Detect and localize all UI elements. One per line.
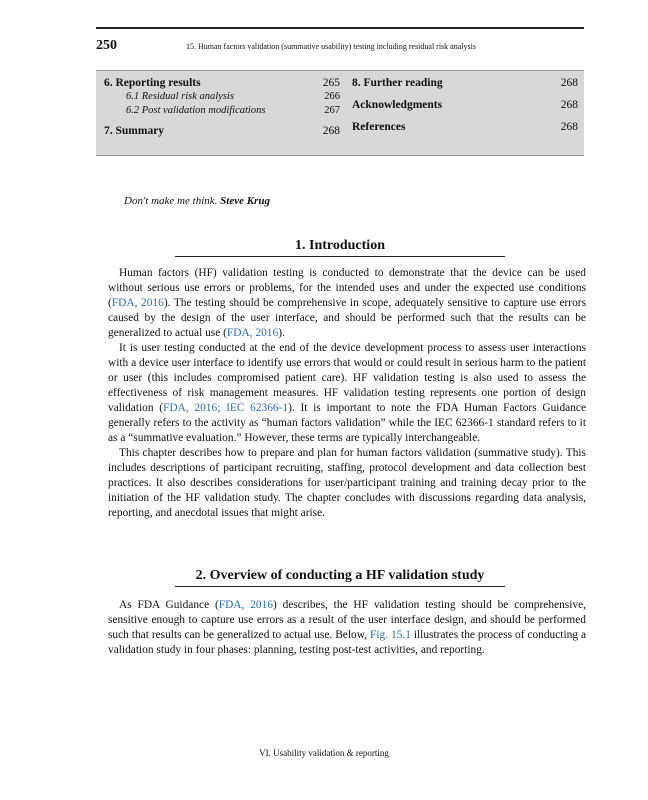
toc-item-page: 267 xyxy=(324,105,340,116)
section-heading-overview: 2. Overview of conducting a HF validation study xyxy=(175,568,505,587)
paragraph: Human factors (HF) validation testing is conducted to demonstrate that the device can be used without serious use errors or problems, for the intended uses and under the expected use conditions (FDA, 2016). The testing should be comprehensive in scope, adequately sensitive to capture use errors caused by the design of the user interface, and should be performed such that the results can be generalized to actual use (FDA, 2016). xyxy=(108,267,587,339)
header-rule xyxy=(96,27,584,29)
toc-item-label: References xyxy=(352,121,406,133)
toc-item-page: 268 xyxy=(560,121,578,133)
epigraph-quote: Don't make me think. xyxy=(124,195,218,207)
citation-link[interactable]: FDA, 2016 xyxy=(218,599,273,611)
toc-item-label: Acknowledgments xyxy=(352,99,443,111)
toc-item-page: 268 xyxy=(560,77,578,89)
toc-item-label: 6.1 Residual risk analysis xyxy=(126,91,234,102)
figure-link[interactable]: Fig. 15.1 xyxy=(369,629,411,641)
page-footer: VI. Usability validation & reporting xyxy=(259,748,389,758)
toc-item-label: 7. Summary xyxy=(104,125,165,137)
toc-right-column xyxy=(352,77,578,135)
toc-item-label: 6. Reporting results xyxy=(104,77,201,89)
paragraph: As FDA Guidance (FDA, 2016) describes, the HF validation testing should be comprehensive, sensitive enough to capture use errors as a result of the user interface design, and should be performed such that results can be generalized to actual use. Below, Fig. 15.1 illustrates the process of conducting a validation study in four phases: planning, testing post-test activities, and reporting. xyxy=(108,599,587,656)
toc-item-page: 265 xyxy=(322,77,340,89)
toc-item[interactable] xyxy=(104,91,340,105)
page-header xyxy=(96,34,584,54)
epigraph xyxy=(124,195,270,207)
citation-link[interactable]: FDA, 2016 xyxy=(111,297,164,309)
section-body-overview xyxy=(108,598,586,658)
toc-item-page: 268 xyxy=(560,99,578,111)
toc-left-column xyxy=(104,77,340,139)
section-body-introduction xyxy=(108,266,586,521)
citation-link[interactable]: FDA, 2016; IEC 62366-1 xyxy=(163,402,289,414)
toc-item[interactable] xyxy=(104,125,340,139)
toc-item-label: 6.2 Post validation modifications xyxy=(126,105,266,116)
toc-item-page: 266 xyxy=(324,91,340,102)
toc-item[interactable] xyxy=(352,77,578,91)
table-of-contents xyxy=(96,70,584,156)
citation-link[interactable]: FDA, 2016 xyxy=(226,327,279,339)
epigraph-author: Steve Krug xyxy=(220,195,270,207)
toc-item-page: 268 xyxy=(322,125,340,137)
running-title: 15. Human factors validation (summative usability) testing including residual risk analysis xyxy=(186,42,476,51)
section-heading-introduction: 1. Introduction xyxy=(175,238,505,257)
toc-item[interactable] xyxy=(104,77,340,91)
toc-item-label: 8. Further reading xyxy=(352,77,443,89)
page-number: 250 xyxy=(96,38,117,53)
toc-item[interactable] xyxy=(352,121,578,135)
paragraph: This chapter describes how to prepare and plan for human factors validation (summative study). This includes descriptions of participant recruiting, staffing, protocol development and data collection best practices. It also describes considerations for user/participant training and training decay prior to the initiation of the HF validation study. The chapter concludes with discussions regarding data analysis, reporting, and anecdotal issues that might arise. xyxy=(108,447,586,519)
paragraph: It is user testing conducted at the end of the device development process to assess user interactions with a device user interface to identify use errors that would or could result in serious harm to the patient or user (this includes compromised patient care). HF validation testing is also used to assess the effectiveness of risk management measures. HF validation testing represents one portion of design validation (FDA, 2016; IEC 62366-1). It is important to note the FDA Human Factors Guidance generally refers to the activity as “human factors validation” while the IEC 62366-1 standard refers to it as a “summative evaluation.” However, these terms are typically interchangeable. xyxy=(108,342,586,444)
toc-item[interactable] xyxy=(104,105,340,119)
toc-item[interactable] xyxy=(352,99,578,113)
